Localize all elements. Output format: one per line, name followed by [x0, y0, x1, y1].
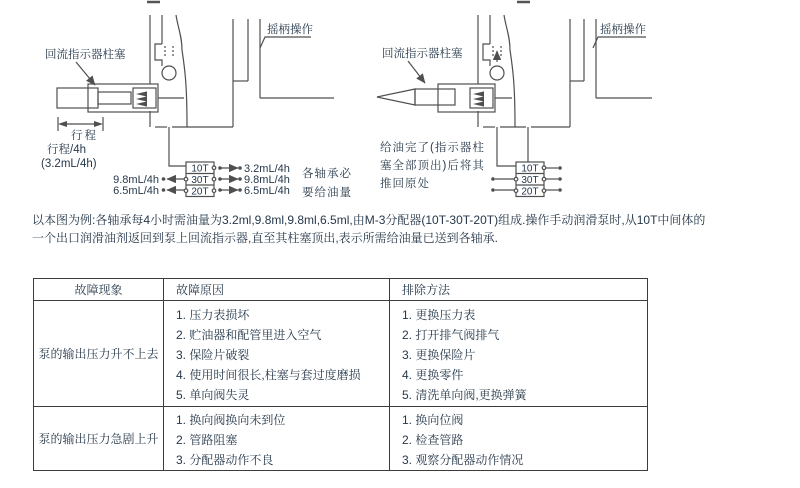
cause-item: 1. 压力表损坏	[176, 308, 250, 322]
method-item: 4. 更换零件	[402, 368, 464, 382]
plunger-tip	[377, 89, 415, 105]
plunger-label: 回流指示器柱塞	[45, 49, 126, 61]
cause-item: 3. 保险片破裂	[176, 348, 250, 362]
stroke-label: 行程	[71, 130, 98, 142]
description-paragraph-line2: 一个出口润滑油剂返回到泵上回流指示器,直至其柱塞顶出,表示所需给油量已送到各轴承.	[32, 231, 499, 245]
check-valve-ball	[490, 66, 504, 80]
method-item: 3. 观察分配器动作情况	[402, 453, 524, 467]
oil-flow-arrows	[136, 91, 147, 106]
handle-label: 摇柄操作	[267, 24, 313, 36]
finish-note-line3: 推回原处	[380, 178, 430, 190]
flow-right-30t: 9.8mL/4h	[244, 174, 290, 186]
handle-label-leader	[260, 37, 311, 48]
handle-label: 摇柄操作	[600, 24, 646, 36]
cause-item: 5. 单向阀失灵	[176, 388, 250, 402]
phenomenon-cell: 泵的输出压力急剧上升	[34, 407, 164, 471]
outlet-pipe	[169, 127, 186, 166]
phenomenon-cell: 泵的输出压力升不上去	[34, 301, 164, 407]
plunger-label-arrow	[408, 61, 425, 83]
method-item: 2. 打开排气阀排气	[402, 328, 500, 342]
stroke-per-4h-label: 行程/4h	[47, 144, 86, 156]
cause-item: 1. 换向阀换向未到位	[176, 413, 286, 427]
plunger-label: 回流指示器柱塞	[382, 48, 463, 60]
bearing-note-line2: 要给油量	[302, 187, 352, 199]
block-label-10t: 10T	[191, 163, 209, 175]
flow-lines-right	[218, 166, 242, 192]
oil-flow-arrows	[473, 91, 484, 106]
block-label-10t: 10T	[521, 163, 539, 175]
table-row	[34, 301, 648, 407]
finish-note-line2: 塞全部顶出)后将其	[380, 160, 485, 172]
cause-item: 2. 贮油器和配管里进入空气	[176, 328, 322, 342]
method-item: 1. 更换压力表	[402, 308, 476, 322]
return-indicator-plunger-assembly	[377, 84, 495, 112]
block-label-30t: 30T	[191, 175, 209, 186]
flow-lines-left	[162, 177, 184, 192]
fault-table	[33, 278, 648, 471]
flow-left-30t: 9.8mL/4h	[113, 174, 159, 186]
fault-table-header-row	[34, 279, 648, 301]
header-remedy: 排除方法	[390, 279, 648, 301]
lubrication-pump-diagrams	[0, 0, 800, 208]
method-item: 5. 清洗单向阀,更换弹簧	[402, 388, 527, 402]
header-cause: 故障原因	[164, 279, 390, 301]
block-label-30t: 30T	[521, 175, 539, 186]
method-item: 2. 检查管路	[402, 433, 464, 447]
methods-cell	[390, 301, 648, 407]
finish-note-line1: 给油完了(指示器柱	[380, 142, 485, 154]
cause-item: 3. 分配器动作不良	[176, 453, 274, 467]
cause-item: 4. 使用时间很长,柱塞与套过度磨损	[176, 368, 361, 382]
outlet-pipe	[497, 127, 516, 166]
block-label-20t: 20T	[191, 186, 209, 198]
bearing-note-line1: 各轴承必	[302, 168, 352, 180]
header-phenomenon: 故障现象	[34, 279, 164, 301]
stroke-volume-label: (3.2mL/4h)	[41, 158, 97, 170]
check-valve-ball	[162, 66, 176, 80]
method-item: 3. 更换保险片	[402, 348, 476, 362]
flow-left-20t: 6.5mL/4h	[113, 185, 159, 197]
cause-item: 2. 管路阻塞	[176, 433, 238, 447]
causes-cell	[164, 301, 390, 407]
pump-diagram-complete-labels	[380, 22, 646, 198]
description-paragraph-line1: 以本图为例:各轴承每4小时需油量为3.2ml,9.8ml,9.8ml,6.5ml,由M-3分配器(10T-30T-20T)组成.操作手动润滑泵时,从10T中间体的	[32, 213, 706, 227]
stroke-arrow	[58, 117, 103, 131]
block-label-20t: 20T	[521, 186, 539, 198]
flow-right-20t: 6.5mL/4h	[244, 185, 290, 197]
methods-cell	[390, 407, 648, 471]
return-indicator-plunger-assembly	[57, 84, 158, 112]
method-item: 1. 换向位阀	[402, 413, 464, 427]
flow-right-10t: 3.2mL/4h	[244, 163, 290, 175]
handle-label-leader	[593, 37, 646, 48]
table-row	[34, 407, 648, 471]
plunger-label-arrow	[76, 62, 95, 85]
causes-cell	[164, 407, 390, 471]
